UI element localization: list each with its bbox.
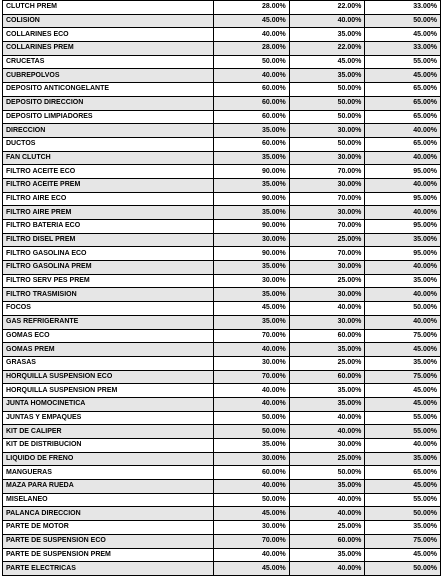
value-cell-2: 30.00%: [289, 315, 365, 329]
table-row: [3, 439, 441, 453]
value-cell-3: 65.00%: [365, 96, 441, 110]
value-cell-1: 60.00%: [214, 110, 290, 124]
value-cell-2: 25.00%: [289, 356, 365, 370]
category-cell: DEPOSITO LIMPIADORES: [3, 110, 214, 124]
table-row: [3, 96, 441, 110]
value-cell-2: 70.00%: [289, 220, 365, 234]
category-cell: JUNTAS Y EMPAQUES: [3, 411, 214, 425]
value-cell-3: 50.00%: [365, 562, 441, 576]
table-row: [3, 411, 441, 425]
value-cell-1: 45.00%: [214, 562, 290, 576]
value-cell-3: 40.00%: [365, 178, 441, 192]
value-cell-3: 45.00%: [365, 397, 441, 411]
value-cell-1: 28.00%: [214, 42, 290, 56]
value-cell-1: 60.00%: [214, 466, 290, 480]
value-cell-1: 90.00%: [214, 165, 290, 179]
table-row: [3, 315, 441, 329]
value-cell-2: 25.00%: [289, 452, 365, 466]
table-row: [3, 425, 441, 439]
value-cell-2: 40.00%: [289, 493, 365, 507]
value-cell-2: 35.00%: [289, 343, 365, 357]
value-cell-1: 50.00%: [214, 411, 290, 425]
category-cell: CLUTCH PREM: [3, 1, 214, 15]
category-cell: GOMAS PREM: [3, 343, 214, 357]
value-cell-2: 30.00%: [289, 178, 365, 192]
category-cell: HORQUILLA SUSPENSION ECO: [3, 370, 214, 384]
value-cell-2: 35.00%: [289, 548, 365, 562]
value-cell-2: 50.00%: [289, 110, 365, 124]
table-row: [3, 493, 441, 507]
category-cell: MAZA PARA RUEDA: [3, 480, 214, 494]
value-cell-1: 30.00%: [214, 356, 290, 370]
category-cell: HORQUILLA SUSPENSION PREM: [3, 384, 214, 398]
table-row: [3, 534, 441, 548]
value-cell-3: 40.00%: [365, 151, 441, 165]
category-cell: FILTRO GASOLINA ECO: [3, 247, 214, 261]
value-cell-1: 40.00%: [214, 69, 290, 83]
table-row: [3, 343, 441, 357]
table-row: [3, 110, 441, 124]
value-cell-1: 60.00%: [214, 83, 290, 97]
value-cell-2: 30.00%: [289, 124, 365, 138]
value-cell-2: 35.00%: [289, 69, 365, 83]
table-row: [3, 178, 441, 192]
value-cell-2: 70.00%: [289, 192, 365, 206]
value-cell-2: 25.00%: [289, 521, 365, 535]
category-cell: FILTRO SERV PES PREM: [3, 274, 214, 288]
table-row: [3, 452, 441, 466]
value-cell-3: 75.00%: [365, 534, 441, 548]
category-cell: FILTRO ACEITE ECO: [3, 165, 214, 179]
value-cell-3: 40.00%: [365, 124, 441, 138]
value-cell-3: 35.00%: [365, 233, 441, 247]
value-cell-2: 30.00%: [289, 439, 365, 453]
value-cell-1: 35.00%: [214, 206, 290, 220]
value-cell-3: 65.00%: [365, 137, 441, 151]
value-cell-1: 90.00%: [214, 220, 290, 234]
category-cell: GAS REFRIGERANTE: [3, 315, 214, 329]
value-cell-3: 35.00%: [365, 452, 441, 466]
value-cell-2: 35.00%: [289, 480, 365, 494]
value-cell-3: 35.00%: [365, 521, 441, 535]
category-cell: LIQUIDO DE FRENO: [3, 452, 214, 466]
category-cell: MISELANEO: [3, 493, 214, 507]
table-row: [3, 397, 441, 411]
value-cell-1: 35.00%: [214, 124, 290, 138]
value-cell-3: 95.00%: [365, 247, 441, 261]
category-cell: COLLARINES ECO: [3, 28, 214, 42]
category-cell: CRUCETAS: [3, 55, 214, 69]
category-cell: DIRECCION: [3, 124, 214, 138]
category-cell: FILTRO TRASMISION: [3, 288, 214, 302]
value-cell-2: 35.00%: [289, 397, 365, 411]
table-row: [3, 521, 441, 535]
table-row: [3, 370, 441, 384]
value-cell-1: 40.00%: [214, 28, 290, 42]
value-cell-2: 35.00%: [289, 28, 365, 42]
value-cell-2: 60.00%: [289, 329, 365, 343]
value-cell-2: 50.00%: [289, 137, 365, 151]
category-cell: GOMAS ECO: [3, 329, 214, 343]
table-row: [3, 192, 441, 206]
value-cell-1: 60.00%: [214, 96, 290, 110]
value-cell-2: 60.00%: [289, 370, 365, 384]
value-cell-2: 60.00%: [289, 534, 365, 548]
value-cell-1: 30.00%: [214, 452, 290, 466]
value-cell-3: 55.00%: [365, 425, 441, 439]
category-cell: FILTRO GASOLINA PREM: [3, 261, 214, 275]
value-cell-1: 50.00%: [214, 55, 290, 69]
value-cell-1: 60.00%: [214, 137, 290, 151]
category-cell: PARTE DE SUSPENSION ECO: [3, 534, 214, 548]
value-cell-2: 40.00%: [289, 425, 365, 439]
value-cell-1: 30.00%: [214, 233, 290, 247]
category-cell: KIT DE CALIPER: [3, 425, 214, 439]
value-cell-1: 40.00%: [214, 548, 290, 562]
table-row: [3, 165, 441, 179]
value-cell-3: 33.00%: [365, 42, 441, 56]
value-cell-1: 40.00%: [214, 480, 290, 494]
value-cell-2: 30.00%: [289, 151, 365, 165]
category-cell: DEPOSITO ANTICONGELANTE: [3, 83, 214, 97]
value-cell-1: 70.00%: [214, 534, 290, 548]
value-cell-3: 50.00%: [365, 507, 441, 521]
value-cell-2: 40.00%: [289, 14, 365, 28]
table-row: [3, 233, 441, 247]
table-row: [3, 261, 441, 275]
value-cell-2: 22.00%: [289, 42, 365, 56]
value-cell-3: 65.00%: [365, 110, 441, 124]
category-cell: JUNTA HOMOCINETICA: [3, 397, 214, 411]
category-cell: PARTE DE MOTOR: [3, 521, 214, 535]
value-cell-2: 25.00%: [289, 274, 365, 288]
value-cell-1: 50.00%: [214, 425, 290, 439]
category-cell: FILTRO BATERIA ECO: [3, 220, 214, 234]
value-cell-3: 95.00%: [365, 165, 441, 179]
value-cell-3: 40.00%: [365, 439, 441, 453]
table-row: [3, 302, 441, 316]
value-cell-2: 70.00%: [289, 165, 365, 179]
value-cell-2: 45.00%: [289, 55, 365, 69]
table-row: [3, 69, 441, 83]
value-cell-1: 35.00%: [214, 439, 290, 453]
value-cell-1: 45.00%: [214, 14, 290, 28]
category-cell: PARTE ELECTRICAS: [3, 562, 214, 576]
value-cell-3: 65.00%: [365, 466, 441, 480]
value-cell-3: 75.00%: [365, 329, 441, 343]
category-cell: PARTE DE SUSPENSION PREM: [3, 548, 214, 562]
table-row: [3, 548, 441, 562]
value-cell-2: 50.00%: [289, 96, 365, 110]
value-cell-2: 40.00%: [289, 507, 365, 521]
category-cell: GRASAS: [3, 356, 214, 370]
value-cell-1: 50.00%: [214, 493, 290, 507]
value-cell-1: 35.00%: [214, 315, 290, 329]
value-cell-3: 35.00%: [365, 274, 441, 288]
value-cell-1: 90.00%: [214, 247, 290, 261]
value-cell-3: 40.00%: [365, 261, 441, 275]
value-cell-3: 50.00%: [365, 302, 441, 316]
value-cell-2: 35.00%: [289, 384, 365, 398]
table-row: [3, 507, 441, 521]
value-cell-3: 33.00%: [365, 1, 441, 15]
category-cell: PALANCA DIRECCION: [3, 507, 214, 521]
table-row: [3, 14, 441, 28]
value-cell-3: 55.00%: [365, 411, 441, 425]
value-cell-2: 22.00%: [289, 1, 365, 15]
table-row: [3, 137, 441, 151]
value-cell-3: 45.00%: [365, 69, 441, 83]
value-cell-1: 28.00%: [214, 1, 290, 15]
category-cell: FILTRO DISEL PREM: [3, 233, 214, 247]
category-cell: FILTRO AIRE PREM: [3, 206, 214, 220]
value-cell-1: 35.00%: [214, 261, 290, 275]
category-cell: KIT DE DISTRIBUCION: [3, 439, 214, 453]
value-cell-3: 45.00%: [365, 28, 441, 42]
table-row: [3, 83, 441, 97]
value-cell-1: 40.00%: [214, 397, 290, 411]
value-cell-3: 35.00%: [365, 356, 441, 370]
value-cell-3: 40.00%: [365, 288, 441, 302]
value-cell-3: 55.00%: [365, 55, 441, 69]
table-body: [3, 1, 441, 576]
value-cell-3: 45.00%: [365, 384, 441, 398]
value-cell-1: 40.00%: [214, 384, 290, 398]
value-cell-2: 30.00%: [289, 261, 365, 275]
table-row: [3, 384, 441, 398]
value-cell-2: 50.00%: [289, 83, 365, 97]
value-cell-3: 45.00%: [365, 548, 441, 562]
value-cell-1: 30.00%: [214, 274, 290, 288]
category-cell: COLISION: [3, 14, 214, 28]
table-row: [3, 247, 441, 261]
category-cell: COLLARINES PREM: [3, 42, 214, 56]
value-cell-1: 30.00%: [214, 521, 290, 535]
table-row: [3, 288, 441, 302]
table-row: [3, 28, 441, 42]
value-cell-3: 40.00%: [365, 206, 441, 220]
value-cell-1: 35.00%: [214, 151, 290, 165]
table-row: [3, 42, 441, 56]
value-cell-2: 40.00%: [289, 562, 365, 576]
value-cell-3: 55.00%: [365, 493, 441, 507]
table-row: [3, 124, 441, 138]
value-cell-3: 50.00%: [365, 14, 441, 28]
category-cell: DUCTOS: [3, 137, 214, 151]
value-cell-1: 40.00%: [214, 343, 290, 357]
category-cell: DEPOSITO DIRECCION: [3, 96, 214, 110]
value-cell-3: 45.00%: [365, 343, 441, 357]
table-row: [3, 480, 441, 494]
value-cell-1: 70.00%: [214, 370, 290, 384]
value-cell-2: 40.00%: [289, 411, 365, 425]
value-cell-2: 25.00%: [289, 233, 365, 247]
category-cell: FILTRO AIRE ECO: [3, 192, 214, 206]
value-cell-1: 45.00%: [214, 507, 290, 521]
value-cell-2: 30.00%: [289, 288, 365, 302]
table-row: [3, 55, 441, 69]
category-cell: FILTRO ACEITE PREM: [3, 178, 214, 192]
table-row: [3, 274, 441, 288]
value-cell-2: 70.00%: [289, 247, 365, 261]
table-row: [3, 151, 441, 165]
value-cell-3: 40.00%: [365, 315, 441, 329]
value-cell-3: 95.00%: [365, 220, 441, 234]
value-cell-1: 35.00%: [214, 178, 290, 192]
value-cell-3: 95.00%: [365, 192, 441, 206]
price-table-sheet: [2, 0, 441, 576]
value-cell-3: 75.00%: [365, 370, 441, 384]
value-cell-1: 35.00%: [214, 288, 290, 302]
margin-table: [2, 0, 441, 576]
category-cell: MANGUERAS: [3, 466, 214, 480]
value-cell-1: 45.00%: [214, 302, 290, 316]
category-cell: FAN CLUTCH: [3, 151, 214, 165]
value-cell-2: 50.00%: [289, 466, 365, 480]
value-cell-3: 65.00%: [365, 83, 441, 97]
table-row: [3, 466, 441, 480]
table-row: [3, 1, 441, 15]
table-row: [3, 220, 441, 234]
value-cell-2: 30.00%: [289, 206, 365, 220]
category-cell: FOCOS: [3, 302, 214, 316]
table-row: [3, 206, 441, 220]
value-cell-1: 70.00%: [214, 329, 290, 343]
value-cell-3: 45.00%: [365, 480, 441, 494]
table-row: [3, 356, 441, 370]
value-cell-1: 90.00%: [214, 192, 290, 206]
table-row: [3, 329, 441, 343]
value-cell-2: 40.00%: [289, 302, 365, 316]
category-cell: CUBREPOLVOS: [3, 69, 214, 83]
table-row: [3, 562, 441, 576]
